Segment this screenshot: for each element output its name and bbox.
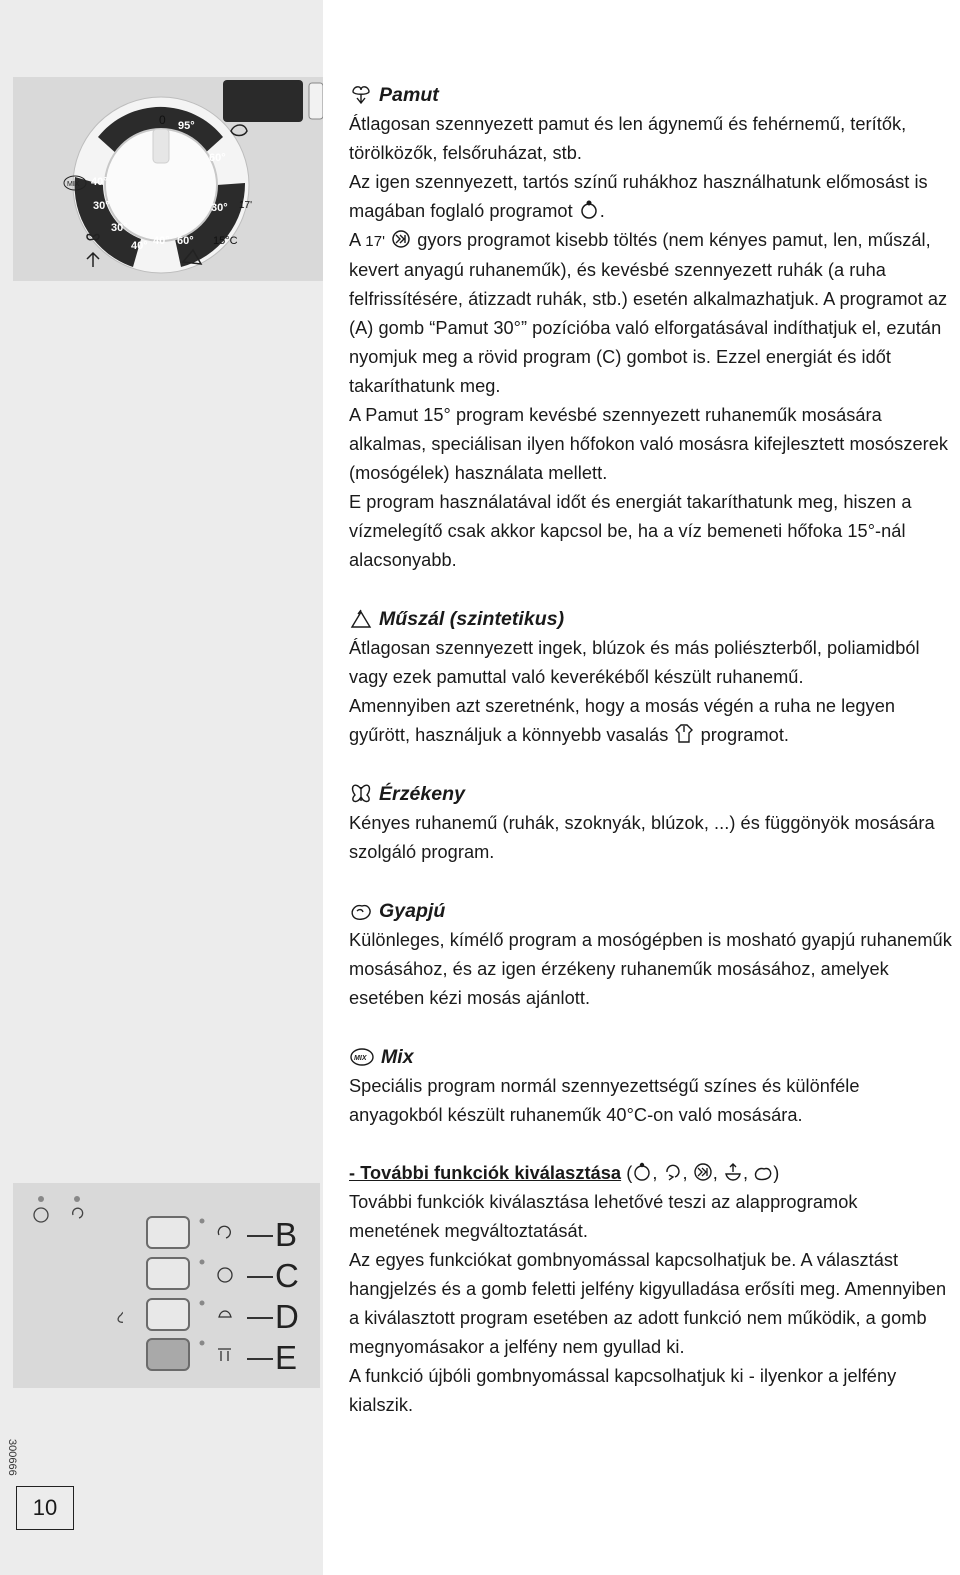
- extra-rinse-icon: [219, 1311, 231, 1317]
- dial-temp-label: 17': [239, 200, 253, 211]
- section-heading: [349, 779, 953, 809]
- paragraph: Az egyes funkciókat gombnyomással kapcsolhatjuk be. A választást hangjelzés és a gomb feletti jelfény kigyulladása erősíti meg. Amennyiben a kiválasztott program esetében az adott funkció nem működik, a gomb megnyomásakor a jelfény nem gyullad ki.: [349, 1250, 947, 1357]
- function-button-d[interactable]: [146, 1298, 190, 1331]
- prewash-icon: [578, 200, 600, 220]
- heading-label: Pamut: [379, 83, 439, 106]
- paragraph: A funkció újbóli gombnyomással kapcsolhatjuk ki - ilyenkor a jelfény kialszik.: [349, 1366, 897, 1415]
- cotton-icon: [231, 125, 247, 136]
- paragraph-text: A: [349, 230, 361, 250]
- section-heading: [349, 604, 953, 634]
- paragraph-text: .: [599, 201, 605, 221]
- dial-temp-label: 60°: [177, 235, 194, 247]
- section-pamut: [349, 80, 953, 575]
- section-muszal: [349, 604, 953, 750]
- section-heading: [349, 1042, 953, 1072]
- dial-temp-label: 15°C: [213, 235, 238, 247]
- dial-temp-label: 60°: [209, 152, 226, 164]
- heading-label: Műszál (szintetikus): [379, 607, 565, 630]
- synthetic-icon: [349, 608, 373, 630]
- mix-icon: [349, 1046, 375, 1068]
- butterfly-icon: [349, 783, 373, 805]
- function-button-e[interactable]: [146, 1338, 190, 1371]
- button-function-icons: [195, 1183, 255, 1388]
- short-program-icon: [390, 229, 412, 249]
- paragraph: [349, 168, 953, 226]
- dial-temp-label: 40°: [153, 235, 170, 247]
- button-label-b: B: [275, 1216, 298, 1253]
- function-button-c[interactable]: [146, 1257, 190, 1290]
- paragraph: Különleges, kímélő program a mosógépben is mosható gyapjú ruhaneműk mosásához, és az igen érzékeny ruhaneműk mosásához, amelyek esetében kézi mosás ajánlott.: [349, 930, 952, 1008]
- extra-rinse-icon: [723, 1162, 743, 1182]
- section-heading: [349, 1159, 953, 1188]
- button-label-e: E: [275, 1339, 298, 1376]
- paragraph: E program használatával időt és energiát takaríthatunk meg, hiszen a vízmelegítő csak akkor kapcsol be, ha a víz bemeneti hőfoka 15°-nál alacsonyabb.: [349, 492, 912, 570]
- separator: ,: [742, 1163, 749, 1183]
- short-program-icon: [218, 1268, 232, 1282]
- paragraph-text: Amennyiben azt szeretnénk, hogy a mosás végén a ruha ne legyen gyűrött, használjuk a könnyebb vasalás: [349, 696, 896, 745]
- paragraph: Kényes ruhanemű (ruhák, szoknyák, blúzok, ...) és függönyök mosására szolgáló program.: [349, 813, 935, 862]
- mix-dial-label: MIX: [67, 181, 80, 188]
- dial-temp-label: 0: [159, 113, 166, 127]
- paragraph-text: programot.: [700, 725, 790, 745]
- delay-icon: [218, 1349, 231, 1361]
- paren-open: (: [626, 1163, 633, 1183]
- paragraph: Átlagosan szennyezett pamut és len ágynemű és fehérnemű, terítők, törölközők, felsőruházat, stb.: [349, 114, 907, 163]
- page-number: 10: [16, 1486, 74, 1530]
- prewash-icon: [632, 1162, 652, 1182]
- paragraph: [349, 692, 953, 750]
- function-buttons-image: [13, 1183, 320, 1388]
- paragraph: További funkciók kiválasztása lehetővé teszi az alapprogramok menetének megváltoztatását.: [349, 1192, 858, 1241]
- separator: ,: [652, 1163, 658, 1183]
- program-dial-drawing: [13, 77, 323, 281]
- paragraph: Speciális program normál szennyezettségű színes és különféle anyagokból készült ruhaneműk 40°C-on való mosására.: [349, 1076, 860, 1125]
- mix-icon-text: MIX: [354, 1055, 367, 1062]
- wool-icon: [349, 900, 373, 922]
- section-heading: [349, 80, 953, 110]
- function-indicators: [13, 1183, 123, 1388]
- heading-label: - További funkciók kiválasztása: [349, 1163, 622, 1183]
- section-mix: [349, 1042, 953, 1130]
- dial-temp-label: 30°: [111, 222, 128, 234]
- short-program-time: 17': [365, 233, 385, 250]
- short-program-icon: [693, 1162, 713, 1182]
- display-window: [223, 80, 303, 122]
- paragraph: Átlagosan szennyezett ingek, blúzok és más poliészterből, poliamidból vagy ezek pamuttal való keverékéből készült ruhanemű.: [349, 638, 920, 687]
- section-erzekeny: [349, 779, 953, 867]
- section-funkciok: [349, 1159, 953, 1420]
- heading-label: Mix: [381, 1045, 414, 1068]
- function-button-b[interactable]: [146, 1216, 190, 1249]
- separator: ,: [682, 1163, 688, 1183]
- section-heading: [349, 896, 953, 926]
- paragraph-text: Az igen szennyezett, tartós színű ruhákhoz használhatunk előmosást is magában foglaló programot: [349, 172, 928, 221]
- prewash-icon: [34, 1208, 48, 1222]
- program-dial-image: [13, 77, 323, 281]
- dial-temp-label: 30°: [211, 202, 228, 214]
- dial-temp-label: 30°: [93, 200, 110, 212]
- spin-icon: [218, 1226, 230, 1238]
- button-label-c: C: [275, 1257, 299, 1294]
- wool-icon: [118, 1311, 123, 1322]
- spin-icon: [73, 1208, 83, 1218]
- paren-close: ): [773, 1163, 780, 1183]
- main-text: [349, 80, 953, 1420]
- paragraph-text: gyors programot kisebb töltés (nem kényes pamut, len, műszál, kevert anyagú ruhaneműk), és kevésbé szennyezett ruhák (a ruha felfrissítésére, átizzadt ruhák, stb.) esetén alkalmazhatjuk. A programot az (A) gomb “Pamut 30°” pozícióba való elforgatásával indíthatjuk el, ezután nyomjuk meg a rövid program (C) gombot is. Ezzel energiát és időt takaríthatunk meg.: [349, 230, 948, 396]
- spin-icon: [663, 1162, 683, 1182]
- heading-label: Gyapjú: [379, 899, 446, 922]
- dial-temp-label: 40°: [91, 176, 108, 188]
- section-gyapju: [349, 896, 953, 1013]
- cotton-icon: [349, 84, 373, 106]
- dial-temp-label: 95°: [178, 120, 195, 132]
- iron-icon: [87, 253, 99, 267]
- button-label-d: D: [275, 1298, 299, 1335]
- paragraph: [349, 226, 953, 401]
- heading-label: Érzékeny: [379, 782, 466, 805]
- easy-iron-icon: [673, 722, 695, 744]
- paragraph: A Pamut 15° program kevésbé szennyezett ruhaneműk mosására alkalmas, speciálisan ilyen hőfokon való mosásra kifejlesztett mosószerek (mosógélek) használata mellett.: [349, 405, 949, 483]
- document-code: 300666: [6, 1439, 18, 1476]
- wool-icon: [753, 1162, 773, 1182]
- dial-temp-label: 40°: [131, 240, 148, 252]
- separator: ,: [712, 1163, 718, 1183]
